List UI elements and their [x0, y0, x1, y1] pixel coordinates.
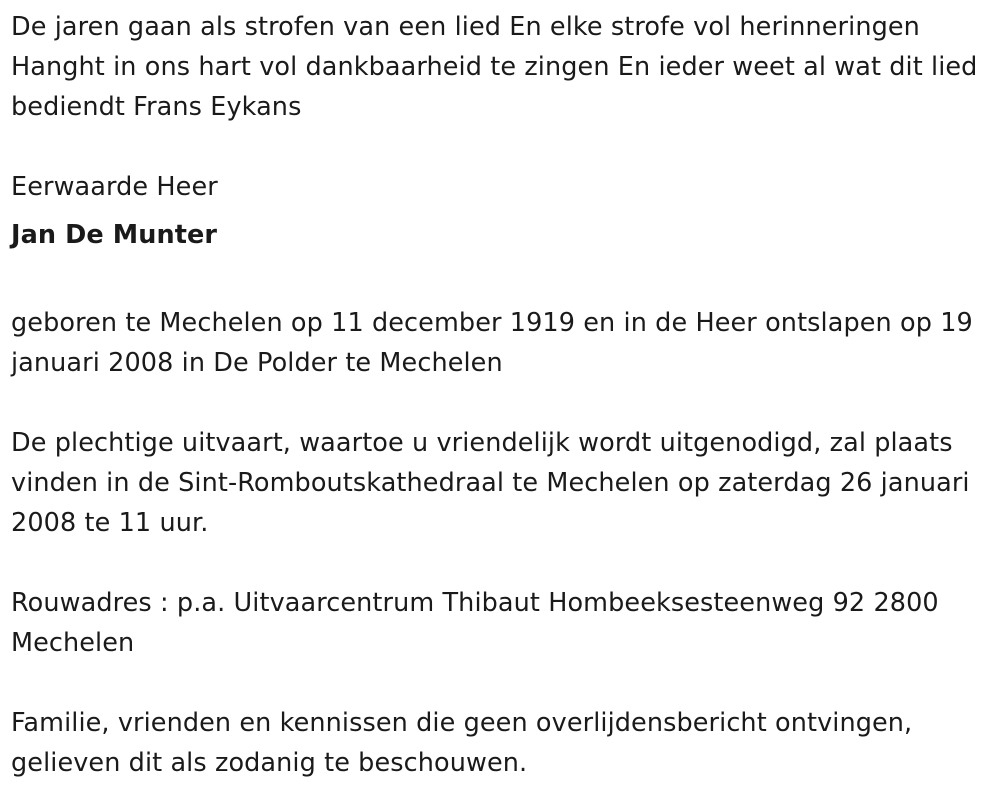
honorific-title: Eerwaarde Heer [11, 172, 218, 202]
spacer [11, 127, 990, 167]
deceased-name: Jan De Munter [11, 220, 218, 250]
spacer [11, 383, 990, 423]
birth-death-text: geboren te Mechelen op 11 december 1919 en in de Heer ontslapen op 19 januari 2008 in De Polder te Mechelen [11, 308, 973, 378]
mourning-address: Rouwadres : p.a. Uitvaarcentrum Thibaut Hombeeksesteenweg 92 2800 Mechelen [11, 588, 939, 658]
family-notice: Familie, vrienden en kennissen die geen overlijdensbericht ontvingen, gelieven dit als zodanig te beschouwen. [11, 708, 913, 778]
funeral-text: De plechtige uitvaart, waartoe u vriendelijk wordt uitgenodigd, zal plaats vinden in de Sint-Romboutskathedraal te Mechelen op zaterdag 26 januari 2008 te 11 uur. [11, 428, 970, 538]
spacer [11, 663, 990, 703]
spacer [11, 255, 990, 303]
spacer [11, 543, 990, 583]
poem-text: De jaren gaan als strofen van een lied En elke strofe vol herinneringen Hanght in ons hart vol dankbaarheid te zingen En ieder weet al wat dit lied bediendt Frans Eykans [11, 12, 978, 122]
